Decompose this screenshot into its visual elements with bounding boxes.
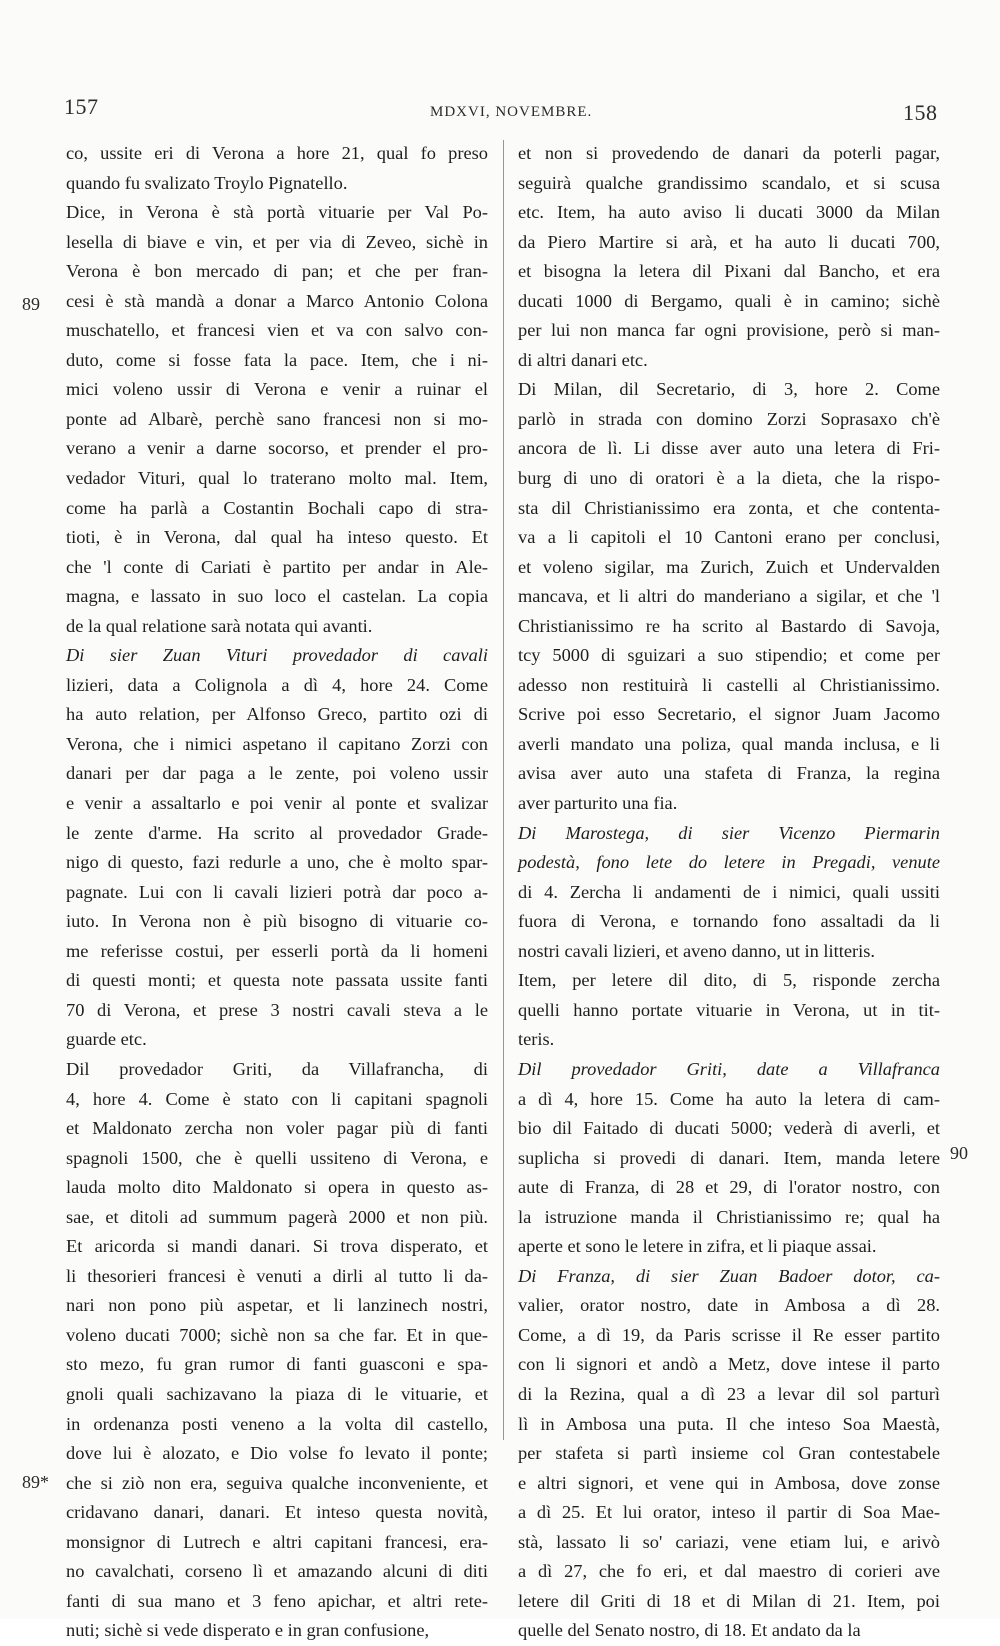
text-line: Di Franza, di sier Zuan Badoer dotor, ca- bbox=[518, 1265, 940, 1286]
text-line: la istruzione manda il Christianissimo re; qual ha bbox=[518, 1206, 940, 1227]
text-line: Come, a dì 19, da Paris scrisse il Re esser partito bbox=[518, 1324, 940, 1345]
text-line: quelli hanno portate vituarie in Verona, ut in tit- bbox=[518, 999, 940, 1020]
page-number-left: 157 bbox=[64, 94, 99, 119]
text-line: Di sier Zuan Vituri provedador di cavali bbox=[66, 645, 488, 666]
text-line: etc. Item, ha auto aviso li ducati 3000 da Milan bbox=[518, 202, 940, 223]
text-line: da Piero Martire si arà, et ha auto li ducati 700, bbox=[518, 231, 940, 252]
text-line: avisa aver auto una stafeta di Franza, la regina bbox=[518, 763, 940, 784]
text-line: 70 di Verona, et prese 3 nostri cavali steva a le bbox=[66, 999, 488, 1020]
text-line: danari per dar paga a le zente, poi voleno ussir bbox=[66, 763, 488, 784]
text-line: Christianissimo re ha scrito al Bastardo di Savoja, bbox=[518, 615, 940, 636]
text-line: lì in Ambosa una puta. Il che inteso Soa Maestà, bbox=[518, 1413, 940, 1434]
text-line: va a li capitoli el 10 Cantoni erano per conclusi, bbox=[518, 527, 940, 548]
text-line: aperte et sono le letere in zifra, et li piaque assai. bbox=[518, 1236, 877, 1257]
text-line: in ordenanza posti veneno a la volta dil castello, bbox=[66, 1413, 488, 1434]
text-line: ducati 1000 di Bergamo, quali è in camino; sichè bbox=[518, 290, 940, 311]
text-line: teris. bbox=[518, 1029, 555, 1050]
text-line: bio dil Faitado di ducati 5000; vederà di averli, et bbox=[518, 1118, 940, 1139]
text-line: mici voleno ussir di Verona e venir a ruinar el bbox=[66, 379, 488, 400]
text-line: lauda molto dito Maldonato si opera in questo as- bbox=[66, 1177, 488, 1198]
text-line: nari non pono più aspetar, et li lanzinech nostri, bbox=[66, 1295, 488, 1316]
text-line: che 'l conte di Cariati è partito per andar in Ale- bbox=[66, 556, 488, 577]
text-line: Et aricorda si mandi danari. Si trova disperato, et bbox=[66, 1236, 488, 1257]
text-line: pagnate. Lui con li cavali lizieri potrà dar poco a- bbox=[66, 881, 488, 902]
text-line: di questi monti; et questa note passata ussite fanti bbox=[66, 970, 488, 991]
right-column bbox=[518, 139, 940, 1646]
text-line: spagnoli 1500, che è quelli ussiteno di Verona, e bbox=[66, 1147, 488, 1168]
text-line: magna, e lassato in suo loco el castelan. La copia bbox=[66, 586, 488, 607]
text-line: le zente d'arme. Ha scrito al provedador Grade- bbox=[66, 822, 488, 843]
text-line: adesso non restituirà li castelli al Christianissimo. bbox=[518, 674, 940, 695]
text-line: sto mezo, fu gran rumor di fanti guasconi e spa- bbox=[66, 1354, 488, 1375]
text-line: Scrive poi esso Secretario, el signor Juam Jacomo bbox=[518, 704, 940, 725]
text-line: a dì 27, che fo eri, et dal maestro di corieri ave bbox=[518, 1561, 940, 1582]
text-line: 4, hore 4. Come è stato con li capitani spagnoli bbox=[66, 1088, 488, 1109]
text-line: lesella di biave e vin, et per via di Zeveo, sichè in bbox=[66, 231, 488, 252]
text-line: Verona, che i nimici aspetano il capitano Zorzi con bbox=[66, 733, 488, 754]
text-line: Di Milan, dil Secretario, di 3, hore 2. Come bbox=[518, 379, 940, 400]
text-line: Verona è bon mercado di pan; et che per fran- bbox=[66, 261, 488, 282]
text-line: a dì 4, hore 15. Come ha auto la letera di cam- bbox=[518, 1088, 940, 1109]
text-line: vedador Vituri, qual lo traterano molto mal. Item, bbox=[66, 468, 488, 489]
margin-number-89-star: 89* bbox=[22, 1472, 49, 1492]
text-line: ponte ad Albarè, perchè sano francesi non si mo- bbox=[66, 408, 488, 429]
text-line: duto, come si fosse fata la pace. Item, che i ni- bbox=[66, 349, 488, 370]
text-line: con li signori et andò a Metz, dove intese il parto bbox=[518, 1354, 940, 1375]
text-line: stà, lassato li so' cariazi, vene etiam lui, e arivò bbox=[518, 1531, 940, 1552]
text-line: di 4. Zercha li andamenti de i nimici, quali ussiti bbox=[518, 881, 940, 902]
text-line: Dil provedador Griti, da Villafrancha, di bbox=[66, 1058, 488, 1079]
text-line: valier, orator nostro, date in Ambosa a dì 28. bbox=[518, 1295, 940, 1316]
text-line: letere dil Griti di 18 et di Milan di 21. Item, poi bbox=[518, 1590, 940, 1611]
text-line: cridavano danari, danari. Et inteso questa novità, bbox=[66, 1502, 488, 1523]
margin-number-89: 89 bbox=[22, 294, 40, 314]
text-line: per stafeta si partì insieme col Gran contestabele bbox=[518, 1443, 940, 1464]
text-line: guarde etc. bbox=[66, 1029, 147, 1050]
text-line: fanti di sua mano et 3 feno apichar, et altri rete- bbox=[66, 1590, 488, 1611]
running-head: MDXVI, NOVEMBRE. bbox=[430, 104, 593, 120]
left-column bbox=[66, 139, 488, 1646]
text-line: li thesorieri francesi è venuti a dirli al tutto li da- bbox=[66, 1265, 488, 1286]
text-line: dove lui è alozato, e Dio volse fo levato il ponte; bbox=[66, 1443, 488, 1464]
text-line: me referisse costui, per esserli portà da li homeni bbox=[66, 940, 488, 961]
text-line: lizieri, data a Colignola a dì 4, hore 24. Come bbox=[66, 674, 488, 695]
text-line: averli mandato una poliza, qual manda inclusa, e li bbox=[518, 733, 940, 754]
text-line: a dì 25. Et lui orator, inteso il partir di Soa Mae- bbox=[518, 1502, 940, 1523]
text-line: no cavalchati, corseno lì et amazando alcuni di diti bbox=[66, 1561, 488, 1582]
column-divider bbox=[503, 140, 504, 1440]
text-line: Item, per letere dil dito, di 5, risponde zercha bbox=[518, 970, 940, 991]
text-line: Dice, in Verona è stà portà vituarie per Val Po- bbox=[66, 202, 488, 223]
text-line: et non si provedendo de danari da poterli pagar, bbox=[518, 143, 940, 163]
text-line: nostri cavali lizieri, et aveno danno, ut in litteris. bbox=[518, 940, 875, 961]
text-line: che si ziò non era, seguiva qualche inconveniente, et bbox=[66, 1472, 488, 1493]
text-line: aute di Franza, di 28 et 29, di l'orator nostro, con bbox=[518, 1177, 940, 1198]
text-line: et Maldonato zercha non voler pagar più di fanti bbox=[66, 1118, 488, 1139]
text-line: sta dil Christianissimo era zonta, et che contenta- bbox=[518, 497, 940, 518]
text-line: e altri signori, et vene qui in Ambosa, dove zonse bbox=[518, 1472, 940, 1493]
text-line: di altri danari etc. bbox=[518, 349, 648, 370]
text-line: sae, et ditoli ad summum pagerà 2000 et non più. bbox=[66, 1206, 488, 1227]
text-line: ancora de lì. Li disse aver auto una letera di Fri- bbox=[518, 438, 940, 459]
text-line: come ha parlà a Costantin Bochali capo di stra- bbox=[66, 497, 488, 518]
text-line: di la Rezina, qual a dì 23 a levar dil sol parturì bbox=[518, 1383, 940, 1404]
text-line: mancava, et li altri do manderiano a sigilar, et che 'l bbox=[518, 586, 940, 607]
text-line: voleno ducati 7000; sichè non sa che far. Et in que- bbox=[66, 1324, 488, 1345]
page-number-right: 158 bbox=[903, 100, 938, 125]
text-line: per lui non manca far ogni provisione, però si man- bbox=[518, 320, 940, 341]
text-line: tcy 5000 di sguizari a suo stipendio; et come per bbox=[518, 645, 940, 666]
text-line: aver parturito una fia. bbox=[518, 793, 678, 814]
text-line: suplicha si provedi di danari. Item, manda letere bbox=[518, 1147, 940, 1168]
text-line: tioti, è in Verona, dal qual ha inteso questo. Et bbox=[66, 527, 488, 548]
text-line: Dil provedador Griti, date a Villafranca bbox=[518, 1058, 940, 1079]
text-line: parlò in strada con domino Zorzi Soprasaxo ch'è bbox=[518, 408, 940, 429]
margin-number-90: 90 bbox=[950, 1143, 968, 1163]
text-line: nigo di questo, fazi redurle a uno, che è molto spar- bbox=[66, 852, 488, 873]
text-line: monsignor di Lutrech e altri capitani francesi, era- bbox=[66, 1531, 488, 1552]
text-line: cesi è stà mandà a donar a Marco Antonio Colona bbox=[66, 290, 488, 311]
text-line: seguirà qualche grandissimo scandalo, et si scusa bbox=[518, 172, 940, 193]
text-line: podestà, fono lete do letere in Pregadi, venute bbox=[518, 852, 940, 873]
text-line: de la qual relatione sarà notata qui avanti. bbox=[66, 615, 373, 636]
text-line: nuti; sichè si vede disperato e in gran confusione, bbox=[66, 1620, 430, 1641]
text-line: et voleno sigilar, ma Zurich, Zuich et Undervalden bbox=[518, 556, 940, 577]
text-line: e venir a assaltarlo e poi venir al ponte et svalizar bbox=[66, 793, 488, 814]
text-line: gnoli quali sachizavano la piaza di le vituarie, et bbox=[66, 1383, 488, 1404]
text-line: muschatello, et francesi vien et va con salvo con- bbox=[66, 320, 488, 341]
text-line: co, ussite eri di Verona a hore 21, qual fo preso bbox=[66, 143, 488, 163]
text-line: quelle del Senato nostro, di 18. Et andato da la bbox=[518, 1620, 861, 1641]
text-line: iuto. In Verona non è più bisogno di vituarie co- bbox=[66, 911, 488, 932]
text-line: fuora di Verona, e tornando fono assaltadi da li bbox=[518, 911, 940, 932]
text-line: ha auto relation, per Alfonso Greco, partito ozi di bbox=[66, 704, 488, 725]
text-line: quando fu svalizato Troylo Pignatello. bbox=[66, 172, 348, 193]
text-line: verano a venir a darne socorso, et prender el pro- bbox=[66, 438, 488, 459]
text-line: et bisogna la letera dil Pixani dal Bancho, et era bbox=[518, 261, 940, 282]
text-line: burg di uno di oratori è a la dieta, che la rispo- bbox=[518, 468, 940, 489]
text-line: Di Marostega, di sier Vicenzo Piermarin bbox=[518, 822, 940, 843]
